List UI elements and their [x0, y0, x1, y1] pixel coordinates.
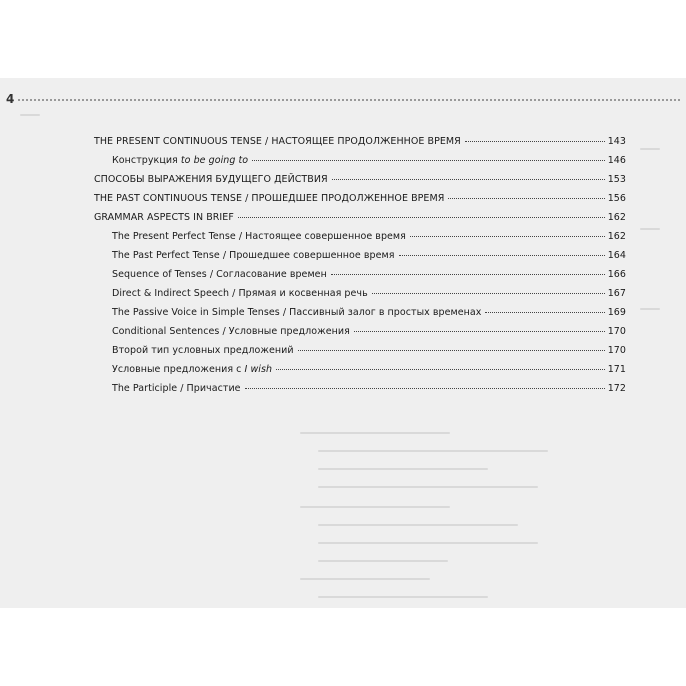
toc-leader-dots — [399, 255, 605, 256]
toc-leader-dots — [372, 293, 605, 294]
toc-leader-dots — [485, 312, 604, 313]
toc-entry — [94, 364, 626, 383]
toc-entry-page: 162 — [607, 231, 626, 242]
toc-entry-title: Конструкция to be going to — [112, 155, 249, 166]
toc-entry — [94, 326, 626, 345]
toc-leader-dots — [298, 350, 605, 351]
toc-entry-page: 162 — [607, 212, 626, 223]
toc-leader-dots — [245, 388, 605, 389]
toc-entry — [94, 231, 626, 250]
page-number: 4 — [6, 92, 15, 106]
toc-entry — [94, 193, 626, 212]
toc-entry — [94, 136, 626, 155]
toc-entry-page: 143 — [607, 136, 626, 147]
toc-entry — [94, 307, 626, 326]
toc-entry-title: THE PAST CONTINUOUS TENSE / ПРОШЕДШЕЕ ПРОДОЛЖЕННОЕ ВРЕМЯ — [94, 193, 445, 204]
toc-leader-dots — [276, 369, 605, 370]
toc-entry-page: 164 — [607, 250, 626, 261]
toc-leader-dots — [332, 179, 605, 180]
toc-entry — [94, 174, 626, 193]
toc-entry — [94, 345, 626, 364]
toc-entry-title: Второй тип условных предложений — [112, 345, 294, 356]
toc-leader-dots — [252, 160, 605, 161]
toc-entry-title: The Present Perfect Tense / Настоящее совершенное время — [112, 231, 406, 242]
toc-entry-title: Conditional Sentences / Условные предложения — [112, 326, 350, 337]
toc-entry — [94, 212, 626, 231]
toc-leader-dots — [331, 274, 605, 275]
toc-entry-title: The Past Perfect Tense / Прошедшее совершенное время — [112, 250, 395, 261]
toc-entry — [94, 269, 626, 288]
toc-entry-page: 170 — [607, 326, 626, 337]
table-of-contents — [94, 136, 626, 402]
toc-entry-page: 167 — [607, 288, 626, 299]
toc-entry — [94, 288, 626, 307]
toc-entry-title: СПОСОБЫ ВЫРАЖЕНИЯ БУДУЩЕГО ДЕЙСТВИЯ — [94, 174, 328, 185]
toc-entry-page: 166 — [607, 269, 626, 280]
toc-entry-page: 171 — [607, 364, 626, 375]
toc-entry-title: Direct & Indirect Speech / Прямая и косвенная речь — [112, 288, 368, 299]
toc-entry-page: 172 — [607, 383, 626, 394]
toc-entry-title: THE PRESENT CONTINUOUS TENSE / НАСТОЯЩЕЕ ПРОДОЛЖЕННОЕ ВРЕМЯ — [94, 136, 461, 147]
toc-entry-page: 146 — [607, 155, 626, 166]
toc-leader-dots — [410, 236, 605, 237]
toc-entry-title: Sequence of Tenses / Согласование времен — [112, 269, 327, 280]
header-dotted-rule — [18, 99, 680, 101]
toc-entry-title: Условные предложения с I wish — [112, 364, 273, 375]
toc-entry-title: The Passive Voice in Simple Tenses / Пассивный залог в простых временах — [112, 307, 482, 318]
toc-entry-title: GRAMMAR ASPECTS IN BRIEF — [94, 212, 234, 223]
toc-entry-page: 169 — [607, 307, 626, 318]
toc-entry — [94, 155, 626, 174]
toc-leader-dots — [465, 141, 605, 142]
toc-leader-dots — [354, 331, 605, 332]
toc-entry-italic: I wish — [244, 364, 273, 375]
toc-leader-dots — [238, 217, 605, 218]
toc-leader-dots — [448, 198, 604, 199]
toc-entry — [94, 383, 626, 402]
page-header — [6, 92, 680, 106]
toc-entry-title: The Participle / Причастие — [112, 383, 241, 394]
toc-entry-page: 153 — [607, 174, 626, 185]
toc-entry-page: 170 — [607, 345, 626, 356]
toc-entry — [94, 250, 626, 269]
book-page — [0, 78, 686, 608]
toc-entry-italic: to be going to — [180, 155, 249, 166]
toc-entry-page: 156 — [607, 193, 626, 204]
